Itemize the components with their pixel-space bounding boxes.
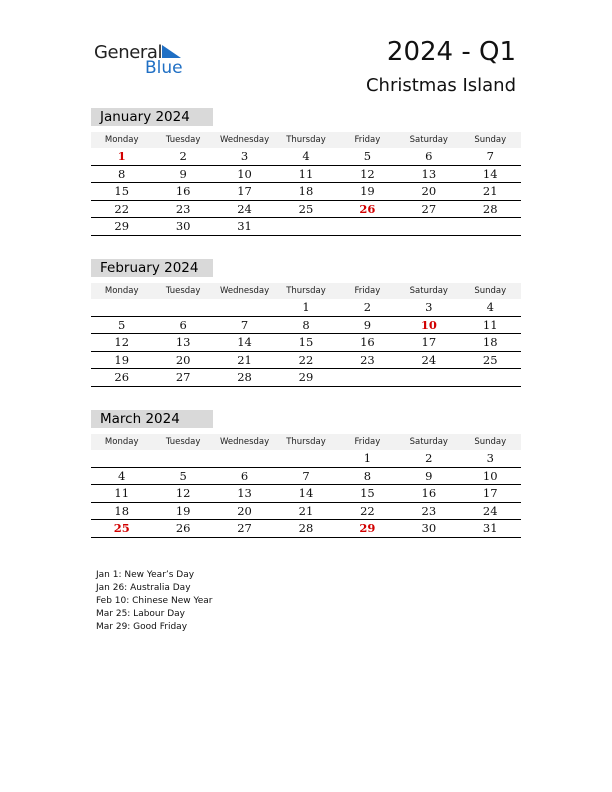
day-cell: 12	[175, 486, 191, 501]
week-row	[91, 201, 521, 219]
holiday-day-cell: 26	[359, 201, 376, 216]
logo-blue-text: Blue	[145, 58, 183, 78]
holiday-note: Mar 25: Labour Day	[96, 609, 185, 619]
day-cell: 16	[360, 335, 375, 350]
day-cell: 18	[298, 184, 314, 199]
day-cell	[152, 450, 213, 467]
day-cell: 20	[175, 352, 191, 367]
day-cell: 8	[302, 317, 310, 332]
weekday-label: Tuesday	[165, 437, 201, 447]
day-cell: 31	[482, 521, 498, 536]
weekday-label: Friday	[354, 135, 381, 145]
week-row	[91, 369, 521, 387]
weekday-label: Friday	[354, 286, 381, 296]
logo	[94, 42, 194, 82]
day-cell: 7	[240, 317, 249, 332]
holiday-day-cell: 10	[420, 317, 437, 332]
weekday-label: Wednesday	[219, 286, 270, 296]
day-cell: 31	[237, 219, 252, 234]
day-cell	[275, 218, 336, 235]
holiday-note: Jan 1: New Year’s Day	[96, 570, 195, 580]
day-cell: 6	[425, 149, 433, 163]
day-cell: 21	[298, 503, 314, 518]
day-cell: 3	[240, 149, 249, 163]
day-cell: 7	[302, 468, 310, 483]
day-cell: 27	[421, 201, 437, 216]
day-cell	[91, 450, 152, 467]
holiday-list	[96, 569, 213, 634]
weekday-label: Wednesday	[219, 437, 270, 447]
weekday-label: Thursday	[286, 135, 326, 145]
day-cell: 2	[425, 451, 433, 465]
day-cell: 20	[237, 503, 252, 518]
day-cell: 10	[482, 468, 498, 483]
month-january	[91, 108, 521, 236]
day-cell	[91, 299, 152, 316]
weekday-label: Monday	[104, 135, 139, 145]
day-cell: 5	[118, 317, 126, 332]
logo-triangle-icon	[162, 43, 182, 59]
weekday-label: Tuesday	[165, 135, 201, 145]
day-cell: 14	[298, 486, 314, 501]
day-cell: 1	[302, 300, 310, 314]
day-cell: 2	[179, 149, 187, 163]
month-february	[91, 259, 521, 387]
day-cell: 21	[237, 352, 252, 367]
holiday-note: Mar 29: Good Friday	[96, 622, 188, 632]
day-cell: 17	[421, 335, 437, 350]
holiday-note: Jan 26: Australia Day	[96, 583, 191, 593]
weekday-label: Sunday	[474, 135, 507, 145]
day-cell: 4	[302, 149, 310, 163]
page-subtitle: Christmas Island	[365, 75, 516, 96]
weekday-header	[91, 283, 521, 299]
day-cell: 28	[482, 201, 498, 216]
day-cell: 3	[486, 451, 494, 465]
day-cell: 7	[486, 149, 494, 163]
weekday-label: Wednesday	[219, 135, 270, 145]
day-cell: 20	[421, 184, 437, 199]
day-cell: 18	[114, 503, 130, 518]
day-cell: 5	[363, 149, 372, 163]
holiday-day-cell: 29	[359, 521, 376, 536]
day-cell: 15	[360, 486, 375, 501]
day-cell: 1	[363, 451, 372, 465]
day-cell: 6	[179, 317, 187, 332]
week-row	[91, 485, 521, 503]
week-row	[91, 520, 521, 538]
day-cell: 12	[360, 166, 375, 181]
day-cell: 29	[298, 370, 314, 385]
week-row	[91, 218, 521, 236]
weekday-label: Saturday	[409, 437, 448, 447]
weekday-label: Saturday	[409, 286, 448, 296]
weekday-label: Thursday	[286, 437, 326, 447]
day-cell: 4	[118, 468, 126, 483]
weekday-label: Tuesday	[165, 286, 201, 296]
week-row	[91, 468, 521, 486]
weekday-header	[91, 132, 521, 148]
month-grid	[91, 132, 521, 236]
day-cell: 19	[114, 352, 130, 367]
day-cell: 22	[298, 352, 314, 367]
day-cell	[460, 218, 521, 235]
day-cell: 19	[175, 503, 191, 518]
day-cell: 16	[175, 184, 191, 199]
week-row	[91, 148, 521, 166]
day-cell: 22	[114, 201, 130, 216]
weekday-header	[91, 434, 521, 450]
day-cell: 26	[175, 521, 191, 536]
holiday-day-cell: 25	[113, 521, 130, 536]
day-cell: 11	[482, 317, 498, 332]
day-cell	[337, 218, 398, 235]
weekday-label: Monday	[104, 286, 139, 296]
day-cell: 24	[482, 503, 498, 518]
day-cell: 24	[421, 352, 437, 367]
day-cell: 11	[298, 166, 314, 181]
day-cell	[152, 299, 213, 316]
day-cell: 17	[237, 184, 252, 199]
day-cell: 3	[425, 300, 433, 314]
week-row	[91, 503, 521, 521]
day-cell	[337, 369, 398, 386]
day-cell: 25	[482, 352, 498, 367]
day-cell: 11	[114, 486, 130, 501]
day-cell: 26	[114, 370, 130, 385]
day-cell: 28	[298, 521, 314, 536]
month-label: March 2024	[91, 410, 213, 428]
day-cell: 16	[421, 486, 437, 501]
day-cell: 13	[175, 335, 191, 350]
day-cell: 30	[421, 521, 437, 536]
day-cell: 2	[363, 300, 372, 314]
day-cell: 9	[363, 317, 372, 332]
day-cell	[275, 450, 336, 467]
weekday-label: Monday	[104, 437, 139, 447]
day-cell: 23	[421, 503, 437, 518]
day-cell: 8	[118, 166, 126, 181]
weekday-label: Saturday	[409, 135, 448, 145]
week-row	[91, 352, 521, 370]
day-cell: 24	[237, 201, 252, 216]
day-cell: 14	[237, 335, 252, 350]
week-row	[91, 450, 521, 468]
month-label: January 2024	[91, 108, 213, 126]
day-cell: 14	[482, 166, 498, 181]
day-cell: 19	[360, 184, 375, 199]
month-label: February 2024	[91, 259, 213, 277]
week-row	[91, 183, 521, 201]
day-cell: 8	[363, 468, 372, 483]
day-cell	[398, 218, 459, 235]
day-cell	[214, 450, 275, 467]
page-title: 2024 - Q1	[386, 37, 516, 67]
week-row	[91, 334, 521, 352]
month-grid	[91, 283, 521, 387]
week-row	[91, 166, 521, 184]
day-cell: 27	[237, 521, 252, 536]
week-row	[91, 317, 521, 335]
weekday-label: Friday	[354, 437, 381, 447]
day-cell: 13	[237, 486, 252, 501]
weekday-label: Sunday	[474, 286, 507, 296]
day-cell: 30	[175, 219, 191, 234]
month-march	[91, 410, 521, 538]
day-cell: 13	[421, 166, 437, 181]
weekday-label: Thursday	[286, 286, 326, 296]
holiday-note: Feb 10: Chinese New Year	[96, 596, 213, 606]
day-cell: 27	[175, 370, 191, 385]
day-cell: 17	[482, 486, 498, 501]
day-cell: 15	[114, 184, 130, 199]
day-cell: 28	[237, 370, 252, 385]
day-cell: 9	[425, 468, 433, 483]
day-cell: 21	[482, 184, 498, 199]
holiday-day-cell: 1	[117, 149, 126, 163]
day-cell	[214, 299, 275, 316]
day-cell: 12	[114, 335, 130, 350]
day-cell: 6	[240, 468, 249, 483]
day-cell: 10	[237, 166, 252, 181]
day-cell: 23	[175, 201, 191, 216]
day-cell: 15	[298, 335, 314, 350]
day-cell: 18	[482, 335, 498, 350]
day-cell: 4	[486, 300, 494, 314]
day-cell: 5	[179, 468, 187, 483]
day-cell: 22	[360, 503, 375, 518]
day-cell: 23	[360, 352, 375, 367]
day-cell	[398, 369, 459, 386]
day-cell: 9	[179, 166, 187, 181]
day-cell: 25	[298, 201, 314, 216]
weekday-label: Sunday	[474, 437, 507, 447]
month-grid	[91, 434, 521, 538]
week-row	[91, 299, 521, 317]
logo-general-text: General	[94, 42, 163, 63]
day-cell: 29	[114, 219, 130, 234]
day-cell	[460, 369, 521, 386]
